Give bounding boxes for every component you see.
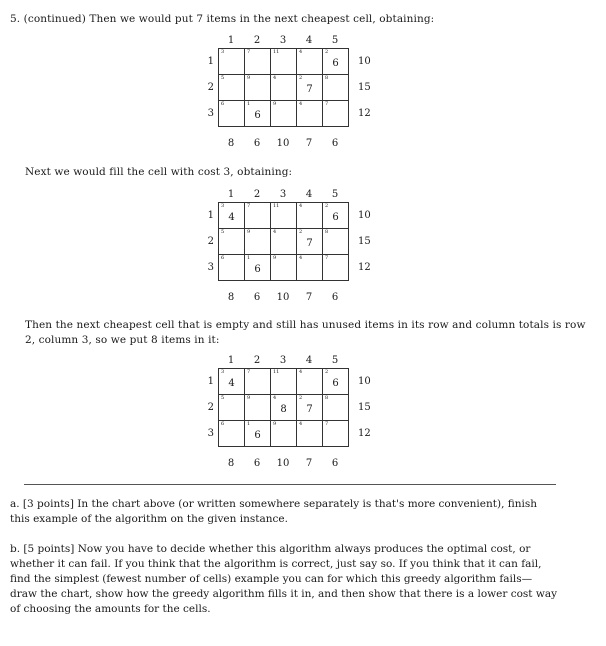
column-label: 2 <box>253 189 261 200</box>
column-total: 10 <box>276 138 290 149</box>
grid-cell <box>297 75 323 101</box>
grid-cell <box>271 75 297 101</box>
cell-amount: 7 <box>306 238 313 249</box>
cell-cost: 9 <box>273 255 277 261</box>
grid-cell <box>245 203 271 229</box>
grid-cell <box>219 421 245 447</box>
cell-cost: 1 <box>247 101 251 107</box>
cell-amount: 6 <box>332 212 339 223</box>
cell-cost: 4 <box>299 421 303 427</box>
grid-cell <box>245 49 271 75</box>
column-label: 3 <box>279 355 287 366</box>
column-total: 7 <box>305 458 313 469</box>
cell-cost: 7 <box>247 369 251 375</box>
grid-cell <box>297 203 323 229</box>
grid-cell <box>323 421 349 447</box>
cell-cost: 4 <box>299 49 303 55</box>
row-total: 15 <box>358 82 371 93</box>
grid-cell <box>219 229 245 255</box>
grid-cell <box>271 229 297 255</box>
column-total: 8 <box>227 292 235 303</box>
column-label: 2 <box>253 35 261 46</box>
grid-cell <box>245 395 271 421</box>
cell-cost: 9 <box>273 101 277 107</box>
grid-cell <box>323 229 349 255</box>
grid-cell <box>219 395 245 421</box>
step-text-2-line-2: 2, column 3, so we put 8 items in it: <box>25 334 220 346</box>
row-total: 10 <box>358 56 371 67</box>
grid-cell <box>245 229 271 255</box>
cell-cost: 1 <box>247 255 251 261</box>
grid-row <box>219 229 349 255</box>
column-label: 2 <box>253 355 261 366</box>
grid-row <box>219 395 349 421</box>
column-total: 10 <box>276 292 290 303</box>
cell-cost: 6 <box>221 255 225 261</box>
cell-cost: 3 <box>221 203 225 209</box>
grid-cell <box>297 229 323 255</box>
column-label: 1 <box>227 189 235 200</box>
column-total: 8 <box>227 458 235 469</box>
grid-cell <box>219 369 245 395</box>
grid-cell <box>297 49 323 75</box>
column-total: 6 <box>331 138 339 149</box>
column-total: 7 <box>305 292 313 303</box>
question-a: a. [3 points] In the chart above (or written somewhere separately is that's more convenient), finish this example of the algorithm on the given instance. <box>10 498 538 525</box>
cell-cost: 5 <box>221 75 225 81</box>
column-label: 4 <box>305 355 313 366</box>
cell-amount: 6 <box>332 378 339 389</box>
grid-cell <box>271 421 297 447</box>
grid-cell <box>245 255 271 281</box>
cell-cost: 7 <box>247 203 251 209</box>
row-label: 2 <box>207 82 214 93</box>
cost-grid <box>218 202 349 281</box>
grid-cell <box>271 369 297 395</box>
cell-cost: 1 <box>247 421 251 427</box>
cell-cost: 3 <box>221 369 225 375</box>
grid-cell <box>323 203 349 229</box>
step-text-1: Next we would fill the cell with cost 3, obtaining: <box>25 166 293 178</box>
cell-cost: 2 <box>325 369 329 375</box>
grid-row <box>219 421 349 447</box>
grid-cell <box>297 421 323 447</box>
column-label: 4 <box>305 35 313 46</box>
cell-cost: 9 <box>247 395 251 401</box>
column-label: 1 <box>227 35 235 46</box>
row-total: 15 <box>358 402 371 413</box>
grid-cell <box>245 75 271 101</box>
cell-amount: 4 <box>228 212 235 223</box>
cell-cost: 2 <box>325 49 329 55</box>
cell-amount: 4 <box>228 378 235 389</box>
cost-grid <box>218 48 349 127</box>
grid-cell <box>323 75 349 101</box>
row-total: 12 <box>358 108 371 119</box>
grid-cell <box>323 101 349 127</box>
column-total: 8 <box>227 138 235 149</box>
row-total: 10 <box>358 376 371 387</box>
cell-cost: 3 <box>221 49 225 55</box>
column-label: 3 <box>279 189 287 200</box>
cell-cost: 8 <box>325 229 329 235</box>
cell-cost: 8 <box>325 395 329 401</box>
row-label: 1 <box>207 56 214 67</box>
cell-cost: 2 <box>299 75 303 81</box>
grid-cell <box>219 203 245 229</box>
grid-cell <box>271 49 297 75</box>
cell-cost: 11 <box>273 49 280 55</box>
column-label: 3 <box>279 35 287 46</box>
grid-cell <box>297 255 323 281</box>
cell-cost: 4 <box>299 101 303 107</box>
column-total: 7 <box>305 138 313 149</box>
cell-cost: 7 <box>247 49 251 55</box>
cell-amount: 8 <box>280 404 287 415</box>
column-label: 1 <box>227 355 235 366</box>
intro-text: 5. (continued) Then we would put 7 items in the next cheapest cell, obtaining: <box>10 13 435 25</box>
cell-amount: 6 <box>254 430 261 441</box>
column-total: 6 <box>253 292 261 303</box>
cell-cost: 6 <box>221 101 225 107</box>
cell-cost: 2 <box>325 203 329 209</box>
column-label: 5 <box>331 355 339 366</box>
grid-cell <box>271 255 297 281</box>
column-total: 6 <box>253 138 261 149</box>
grid-cell <box>297 369 323 395</box>
cell-cost: 7 <box>325 101 329 107</box>
cell-cost: 7 <box>325 255 329 261</box>
cell-cost: 4 <box>299 369 303 375</box>
grid-cell <box>245 421 271 447</box>
grid-cell <box>271 395 297 421</box>
row-label: 3 <box>207 262 214 273</box>
grid-cell <box>323 395 349 421</box>
cell-cost: 2 <box>299 395 303 401</box>
cell-amount: 6 <box>332 58 339 69</box>
cell-cost: 6 <box>221 421 225 427</box>
grid-cell <box>219 49 245 75</box>
grid-cell <box>245 101 271 127</box>
grid-row <box>219 369 349 395</box>
cell-cost: 8 <box>325 75 329 81</box>
cell-cost: 9 <box>247 75 251 81</box>
column-total: 6 <box>331 458 339 469</box>
cell-cost: 9 <box>273 421 277 427</box>
cell-cost: 11 <box>273 203 280 209</box>
cell-cost: 4 <box>299 255 303 261</box>
grid-row <box>219 75 349 101</box>
grid-row <box>219 49 349 75</box>
grid-row <box>219 203 349 229</box>
grid-cell <box>219 255 245 281</box>
question-b: b. [5 points] Now you have to decide whether this algorithm always produces the optimal cost, or whether it can fail. If you think that the algorithm is correct, just say so. If you think that it can fail, find the simplest (fewest number of cells) example you can for which this greedy algorithm fails—draw the chart, show how the greedy algorithm fills it in, and then show that there is a lower cost way of choosing the amounts for the cells. <box>10 543 558 615</box>
column-label: 5 <box>331 35 339 46</box>
row-label: 1 <box>207 210 214 221</box>
cell-cost: 7 <box>325 421 329 427</box>
cell-amount: 6 <box>254 110 261 121</box>
column-label: 5 <box>331 189 339 200</box>
grid-cell <box>245 369 271 395</box>
row-total: 15 <box>358 236 371 247</box>
cell-cost: 9 <box>247 229 251 235</box>
grid-cell <box>323 255 349 281</box>
cell-cost: 5 <box>221 395 225 401</box>
cell-cost: 4 <box>299 203 303 209</box>
grid-cell <box>271 101 297 127</box>
row-total: 12 <box>358 428 371 439</box>
grid-row <box>219 255 349 281</box>
row-label: 3 <box>207 428 214 439</box>
grid-cell <box>297 395 323 421</box>
cell-cost: 11 <box>273 369 280 375</box>
grid-cell <box>219 101 245 127</box>
grid-cell <box>219 75 245 101</box>
row-total: 10 <box>358 210 371 221</box>
cell-cost: 2 <box>299 229 303 235</box>
cost-grid <box>218 368 349 447</box>
column-total: 6 <box>331 292 339 303</box>
cell-cost: 5 <box>221 229 225 235</box>
row-label: 1 <box>207 376 214 387</box>
column-total: 6 <box>253 458 261 469</box>
grid-cell <box>297 101 323 127</box>
cell-cost: 4 <box>273 395 277 401</box>
row-label: 2 <box>207 236 214 247</box>
row-label: 2 <box>207 402 214 413</box>
grid-cell <box>271 203 297 229</box>
step-text-2-line-1: Then the next cheapest cell that is empty and still has unused items in its row and column totals is row <box>25 319 586 331</box>
row-label: 3 <box>207 108 214 119</box>
column-label: 4 <box>305 189 313 200</box>
row-total: 12 <box>358 262 371 273</box>
grid-cell <box>323 49 349 75</box>
cell-amount: 7 <box>306 404 313 415</box>
cell-cost: 4 <box>273 75 277 81</box>
cell-cost: 4 <box>273 229 277 235</box>
divider <box>24 484 556 485</box>
cell-amount: 7 <box>306 84 313 95</box>
cell-amount: 6 <box>254 264 261 275</box>
column-total: 10 <box>276 458 290 469</box>
grid-row <box>219 101 349 127</box>
grid-cell <box>323 369 349 395</box>
